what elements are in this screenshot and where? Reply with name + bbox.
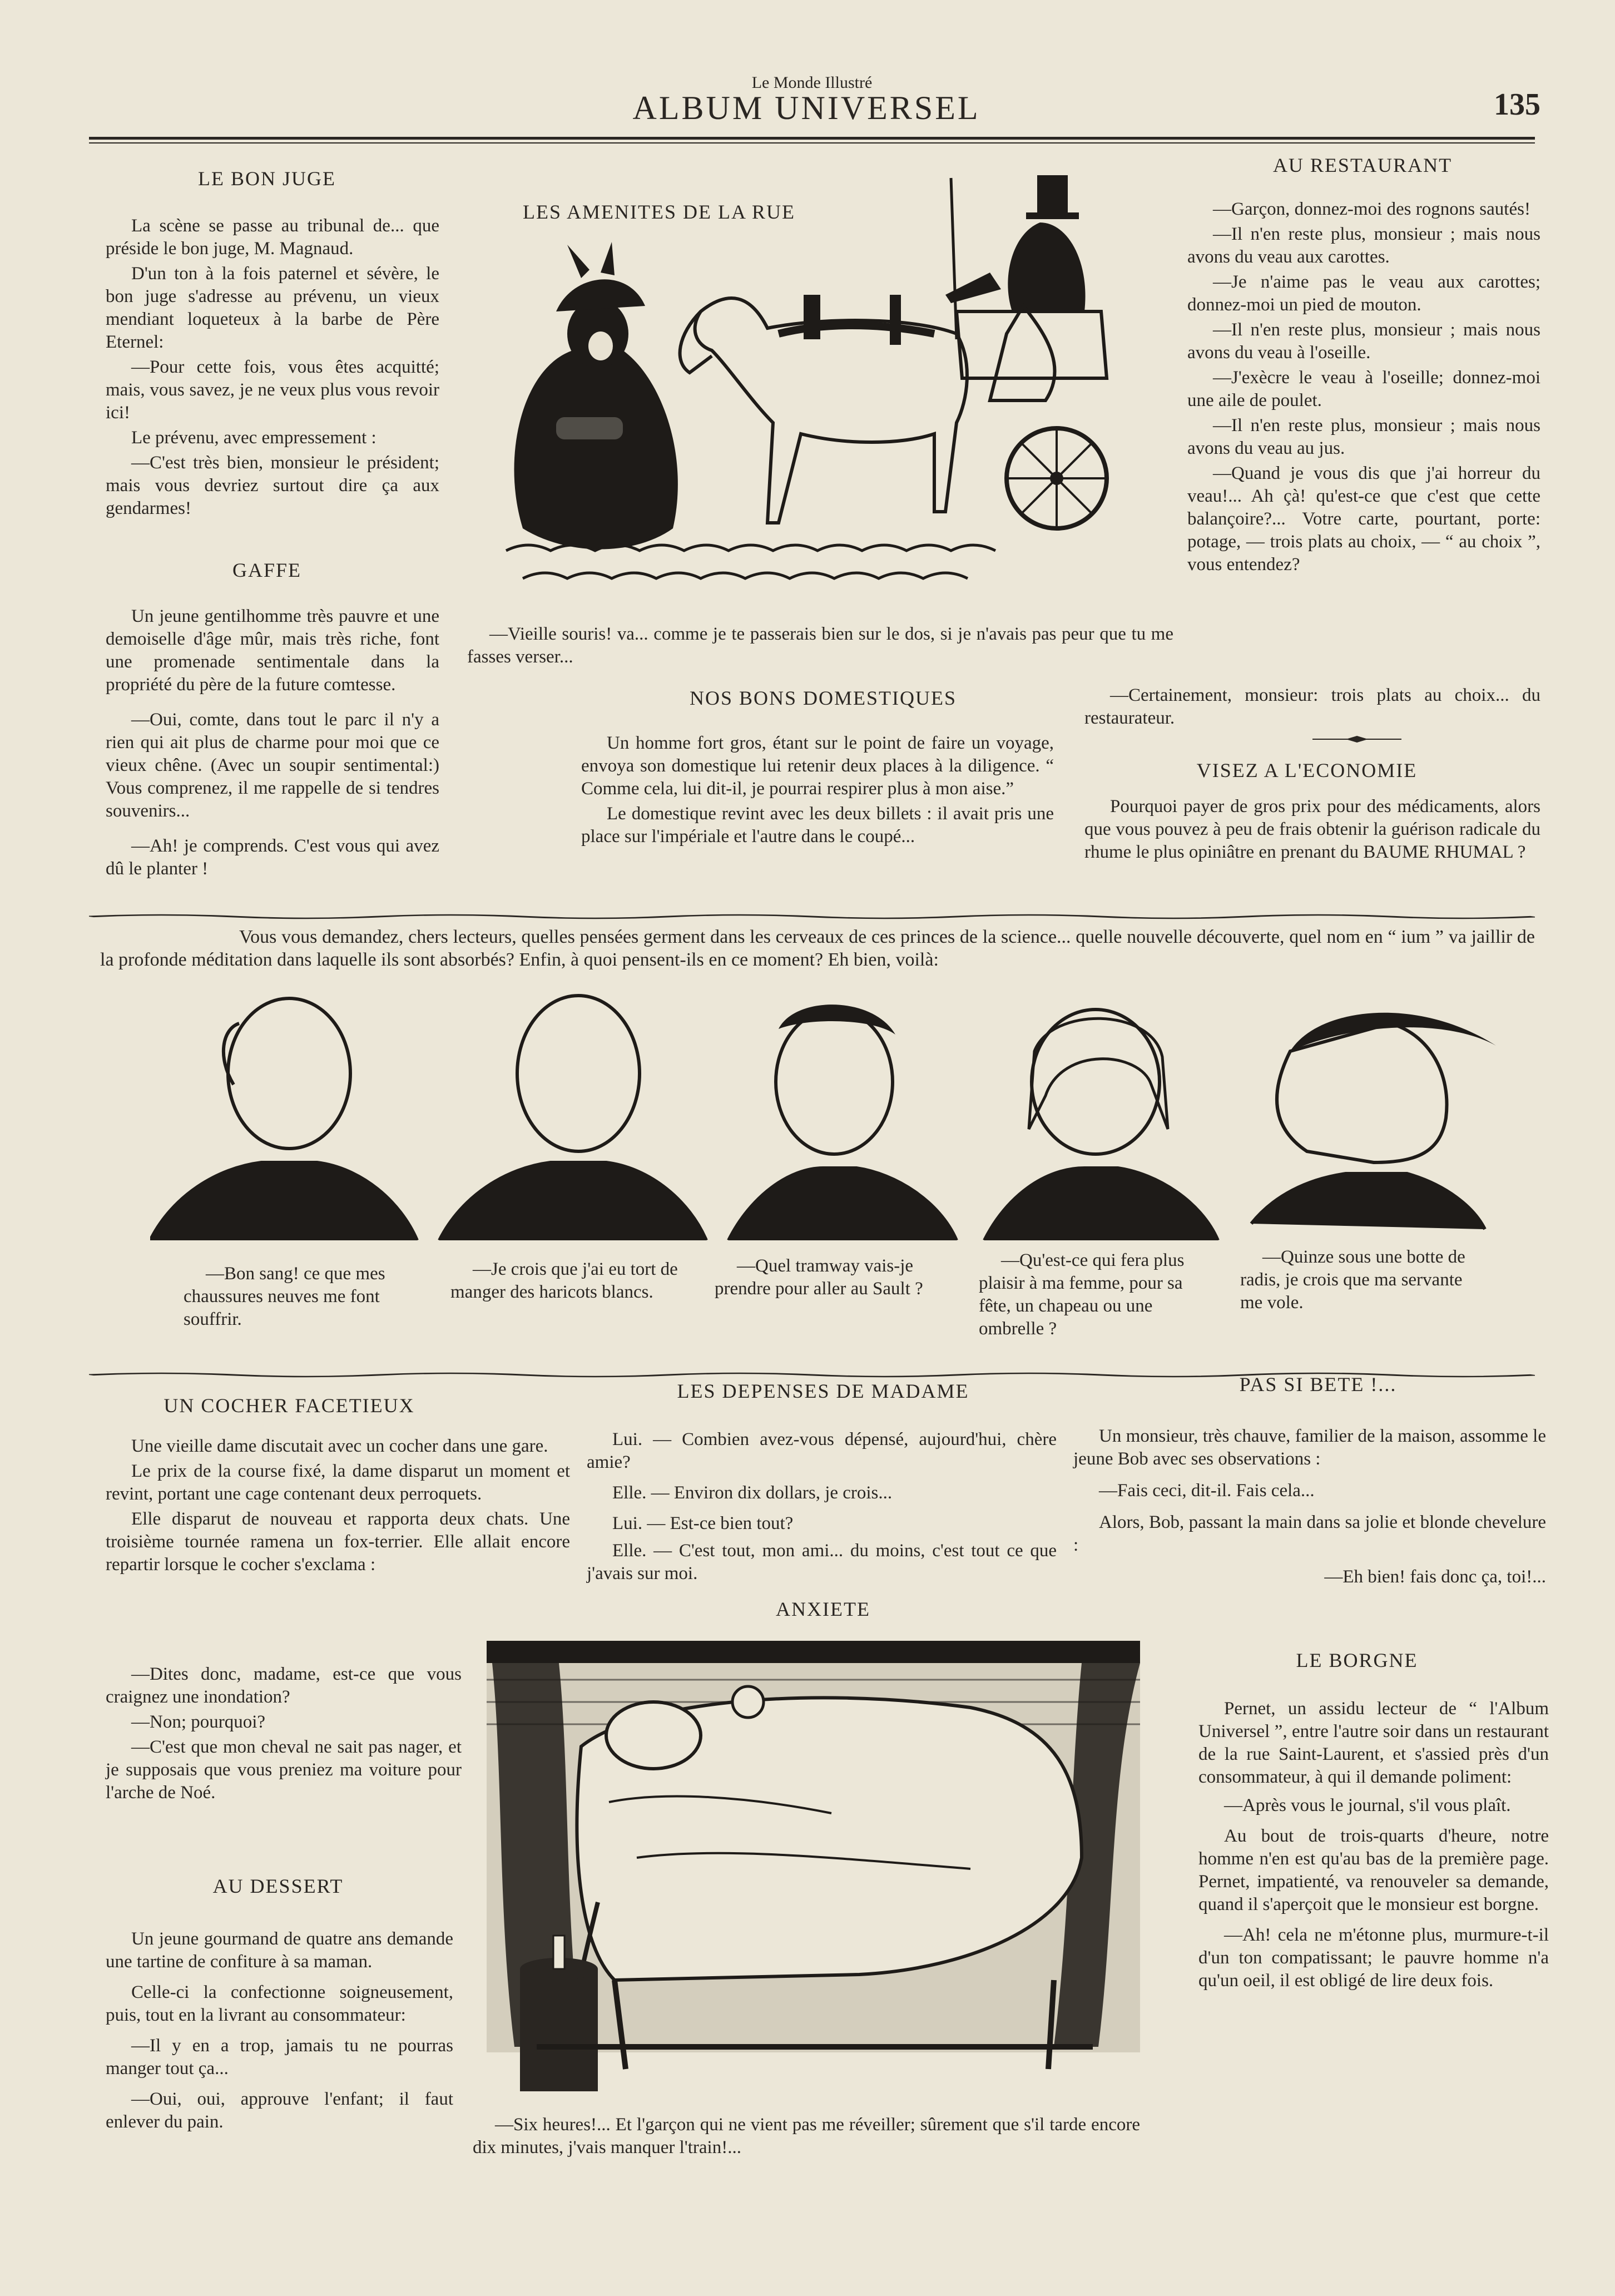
paragraph: —Pour cette fois, vous êtes acquitté; mais, vous savez, je ne veux plus vous revoir ici! (106, 357, 439, 423)
paragraph: Pernet, un assidu lecteur de “ l'Album Universel ”, entre l'autre soir dans un restaurant de la rue Saint-Laurent, et s'assied près d'un consommateur, à qui il demande poliment: (1198, 1699, 1549, 1787)
paragraph: Un jeune gourmand de quatre ans demande une tartine de confiture à sa maman. (106, 1929, 453, 1972)
paragraph: —C'est que mon cheval ne sait pas nager, et je supposais que vous preniez ma voiture pour l'arche de Noé. (106, 1737, 462, 1803)
caption-text: —Quinze sous une botte de radis, je crois que ma servante me vole. (1240, 1247, 1465, 1313)
heading-gaffe: GAFFE (232, 559, 302, 581)
article-bon-juge (106, 215, 439, 520)
paragraph: Lui. — Est-ce bien tout? (612, 1513, 794, 1533)
carriage-drawing (489, 167, 1146, 612)
paragraph: —Non; pourquoi? (131, 1712, 266, 1732)
paragraph: Un homme fort gros, étant sur le point de faire un voyage, envoya son domestique lui retenir deux places à la diligence. “ Comme cela, lui dit-il, je pourrai respirer plus à mon aise.” (581, 733, 1054, 799)
heading-depenses: LES DEPENSES DE MADAME (677, 1380, 969, 1402)
paragraph: Le prévenu, avec empressement : (131, 428, 376, 448)
scientists-illustration (150, 984, 1502, 1240)
ornament-divider (1312, 735, 1401, 743)
paragraph: Un monsieur, très chauve, familier de la maison, assomme le jeune Bob avec ses observations : (1073, 1426, 1546, 1469)
wavy-divider (89, 913, 1535, 920)
heading-anxiete: ANXIETE (776, 1598, 870, 1620)
paragraph: —Ah! cela ne m'étonne plus, murmure-t-il d'un ton compatissant; le pauvre homme n'a qu'un oeil, il est obligé de lire deux fois. (1198, 1925, 1549, 1991)
paragraph: Elle. — Environ dix dollars, je crois... (612, 1483, 893, 1503)
paragraph: Un jeune gentilhomme très pauvre et une demoiselle d'âge mûr, mais très riche, font une promenade sentimentale dans la propriété du père de la future comtesse. (106, 606, 439, 695)
caption-text: —Bon sang! ce que mes chaussures neuves me font souffrir. (184, 1264, 385, 1329)
intro-text: Vous vous demandez, chers lecteurs, quelles pensées germent dans les cerveaux de ces princes de la science... quelle nouvelle découverte, quel nom en “ ium ” va jaillir de la profonde méditation dans laquelle ils sont absorbés? Enfin, à quoi pensent-ils en ce moment? Eh bien, voilà: (100, 927, 1535, 970)
caption-amenites (467, 623, 1173, 669)
paragraph: —Quand je vous dis que j'ai horreur du veau!... Ah çà! qu'est-ce que c'est que cette balançoire?... Votre carte, pourtant, porte: potage, — trois plats au choix, — “ au choix ”, vous entendez? (1187, 463, 1540, 575)
paragraph: Une vieille dame discutait avec un cocher dans une gare. (131, 1436, 548, 1456)
paragraph: —Il n'en reste plus, monsieur ; mais nous avons du veau au jus. (1187, 415, 1540, 458)
savants-intro (100, 926, 1535, 971)
paragraph: Celle-ci la confectionne soigneusement, puis, tout en la livrant au consommateur: (106, 1982, 453, 2025)
bed-drawing (470, 1635, 1146, 2102)
caption-savant-4 (979, 1249, 1212, 1340)
paragraph: Elle. — C'est tout, mon ami... du moins, c'est tout ce que j'avais sur moi. (587, 1541, 1057, 1584)
heading-domestiques: NOS BONS DOMESTIQUES (689, 687, 957, 709)
paragraph: —Oui, oui, approuve l'enfant; il faut enlever du pain. (106, 2089, 453, 2132)
heading-pas-si-bete: PAS SI BETE !... (1239, 1373, 1397, 1396)
paragraph: —Après vous le journal, s'il vous plaît. (1224, 1795, 1511, 1815)
scientists-drawing (150, 984, 1502, 1240)
caption-savant-2 (450, 1258, 684, 1304)
paragraph: Le domestique revint avec les deux billets : il avait pris une place sur l'impériale et l'autre dans le coupé... (581, 804, 1054, 847)
paragraph: —Il y en a trop, jamais tu ne pourras manger tout ça... (106, 2036, 453, 2079)
bed-illustration (470, 1635, 1146, 2102)
header-rule-thin (89, 142, 1535, 144)
page-number: 135 (1494, 87, 1540, 122)
paragraph: Alors, Bob, passant la main dans sa jolie et blonde chevelure : (1073, 1512, 1546, 1555)
caption-text: —Quel tramway vais-je prendre pour aller au Sault ? (715, 1256, 923, 1299)
header-rule (89, 137, 1535, 140)
caption-text: —Six heures!... Et l'garçon qui ne vient pas me réveiller; sûrement que s'il tarde encore dix minutes, j'vais manquer l'train!... (473, 2115, 1140, 2158)
article-borgne (1198, 1698, 1549, 1992)
article-depenses (587, 1428, 1057, 1585)
caption-text: —Je crois que j'ai eu tort de manger des haricots blancs. (450, 1259, 678, 1302)
caption-text: —Qu'est-ce qui fera plus plaisir à ma femme, pour sa fête, un chapeau ou une ombrelle ? (979, 1250, 1185, 1339)
paragraph: —C'est très bien, monsieur le président; mais vous devriez surtout dire ça aux gendarmes! (106, 453, 439, 518)
caption-text: —Vieille souris! va... comme je te passerais bien sur le dos, si je n'avais pas peur que tu me fasses verser... (467, 624, 1173, 667)
paragraph: D'un ton à la fois paternel et sévère, le bon juge s'adresse au prévenu, un vieux mendiant loqueteux à la barbe de Père Eternel: (106, 264, 439, 352)
caption-savant-1 (184, 1263, 423, 1331)
paragraph: Le prix de la course fixé, la dame disparut un moment et revint, portant une cage contenant deux perroquets. (106, 1461, 570, 1504)
heading-borgne: LE BORGNE (1296, 1649, 1418, 1671)
paragraph: —Il n'en reste plus, monsieur ; mais nous avons du veau aux carottes. (1187, 224, 1540, 267)
header-kicker: Le Monde Illustré (751, 73, 873, 92)
paragraph: —Il n'en reste plus, monsieur ; mais nous avons du veau à l'oseille. (1187, 320, 1540, 363)
caption-savant-5 (1240, 1246, 1474, 1314)
caption-anxiete (473, 2114, 1140, 2159)
article-cocher (106, 1435, 570, 1576)
heading-amenites: LES AMENITES DE LA RUE (523, 201, 795, 223)
article-gaffe (106, 605, 439, 880)
paragraph: —Eh bien! fais donc ça, toi!... (1324, 1567, 1546, 1587)
article-restaurant (1187, 198, 1540, 576)
article-pas-si-bete (1073, 1425, 1546, 1589)
restaurant-continued (1084, 684, 1540, 730)
article-domestiques (581, 732, 1054, 848)
paragraph: Au bout de trois-quarts d'heure, notre homme n'en est qu'au bas de la première page. Pernet, impatienté, va renouveler sa demande, quand il s'aperçoit que le monsieur est borgne. (1198, 1826, 1549, 1914)
heading-restaurant: AU RESTAURANT (1272, 154, 1453, 176)
heading-cocher: UN COCHER FACETIEUX (164, 1394, 415, 1417)
heading-dessert: AU DESSERT (212, 1875, 344, 1897)
paragraph: Lui. — Combien avez-vous dépensé, aujourd'hui, chère amie? (587, 1429, 1057, 1472)
paragraph: —Je n'aime pas le veau aux carottes; donnez-moi un pied de mouton. (1187, 272, 1540, 315)
heading-bon-juge: LE BON JUGE (198, 167, 336, 190)
heading-economie: VISEZ A L'ECONOMIE (1196, 759, 1418, 781)
article-dessert (106, 1928, 453, 2134)
paragraph: —Ah! je comprends. C'est vous qui avez dû le planter ! (106, 836, 439, 879)
paragraph: Elle disparut de nouveau et rapporta deux chats. Une troisième tournée ramena un fox-terrier. Elle allait encore repartir lorsque le cocher s'exclama : (106, 1509, 570, 1575)
paragraph: —Oui, comte, dans tout le parc il n'y a rien qui ait plus de charme pour moi que ce vieux chêne. (Avec un soupir sentimental:) Vous comprenez, il me rappelle de si tendres souvenirs... (106, 710, 439, 821)
caption-savant-3 (715, 1255, 948, 1300)
article-cocher-continued (106, 1663, 462, 1804)
paragraph: —J'exècre le veau à l'oseille; donnez-moi une aile de poulet. (1187, 368, 1540, 410)
paragraph: —Fais ceci, dit-il. Fais cela... (1099, 1481, 1315, 1501)
paragraph: —Certainement, monsieur: trois plats au choix... du restaurateur. (1084, 685, 1540, 728)
carriage-illustration (489, 167, 1146, 612)
paragraph: —Dites donc, madame, est-ce que vous craignez une inondation? (106, 1664, 462, 1707)
paragraph: —Garçon, donnez-moi des rognons sautés! (1213, 199, 1530, 219)
paragraph: Pourquoi payer de gros prix pour des médicaments, alors que vous pouvez à peu de frais obtenir la guérison radicale du rhume le plus opiniâtre en prenant du BAUME RHUMAL ? (1084, 796, 1540, 862)
paragraph: La scène se passe au tribunal de... que préside le bon juge, M. Magnaud. (106, 216, 439, 259)
article-economie (1084, 795, 1540, 864)
masthead: ALBUM UNIVERSEL (632, 90, 980, 126)
